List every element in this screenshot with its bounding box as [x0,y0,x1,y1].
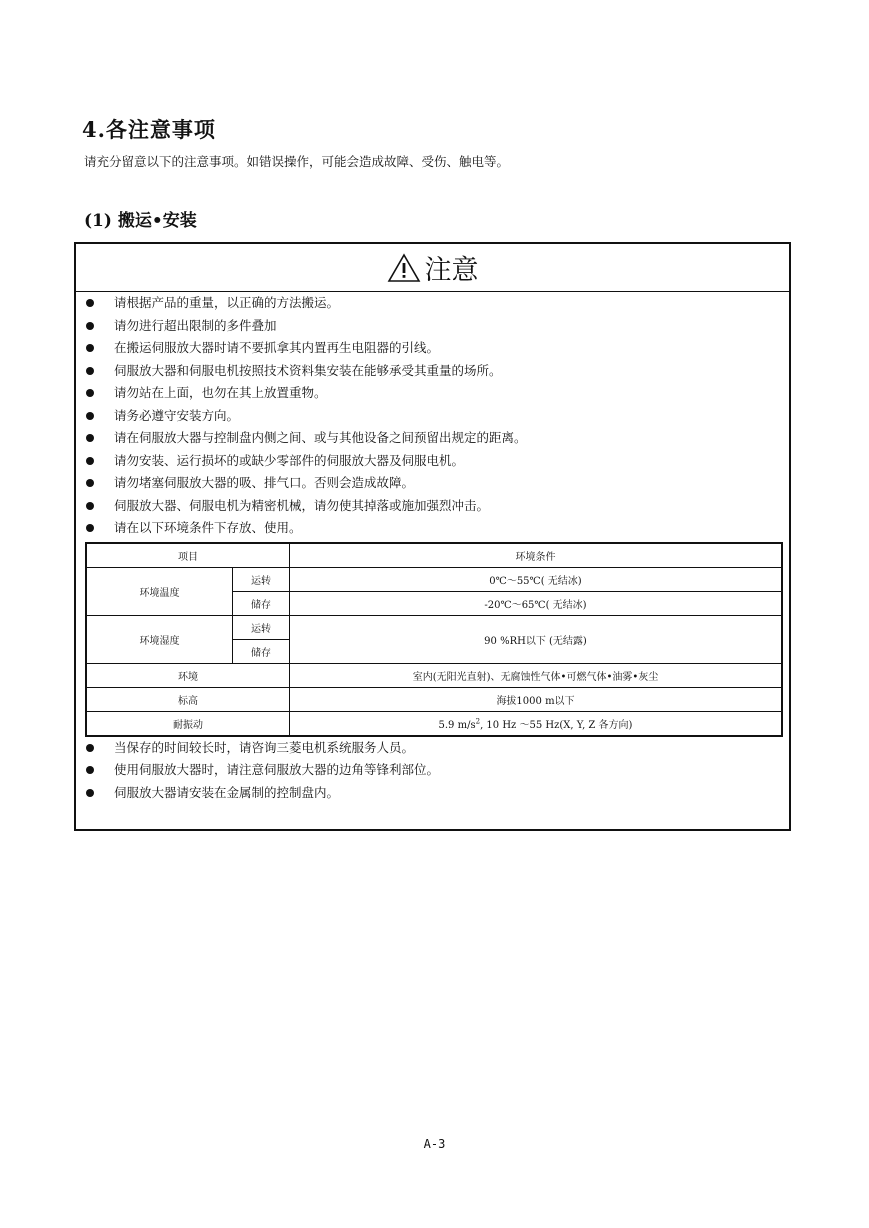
intro-text: 请充分留意以下的注意事项。如错误操作，可能会造成故障、受伤、触电等。 [84,154,510,169]
list-item: 当保存的时间较长时，请咨询三菱电机系统服务人员。 [76,737,789,760]
altitude-value: 海拔1000 m以下 [290,687,783,711]
humidity-value: 90 %RH以下 (无结露) [290,615,783,663]
list-item: 伺服放大器和伺服电机按照技术资料集安装在能够承受其重量的场所。 [76,360,789,383]
humidity-label: 环境湿度 [86,615,233,663]
list-item: 请勿安装、运行损坏的或缺少零部件的伺服放大器及伺服电机。 [76,450,789,473]
list-item: 请根据产品的重量，以正确的方法搬运。 [76,292,789,315]
table-row [86,687,782,711]
list-item: 使用伺服放大器时，请注意伺服放大器的边角等锋利部位。 [76,759,789,782]
vibration-value-b: , 10 Hz ～55 Hz(X, Y, Z 各方向) [480,719,633,731]
caution-header [76,244,789,292]
table-row [86,663,782,687]
vibration-superscript: 2 [475,717,481,726]
table-header-item: 项目 [86,543,290,568]
temp-label: 环境温度 [86,567,233,615]
list-item: 请勿站在上面，也勿在其上放置重物。 [76,382,789,405]
list-item: 伺服放大器请安装在金属制的控制盘内。 [76,782,789,805]
table-row [86,567,782,591]
caution-title: 注意 [424,255,479,286]
altitude-label: 标高 [86,687,290,711]
ambience-label: 环境 [86,663,290,687]
humidity-operation-label: 运转 [233,615,290,639]
list-item: 请在伺服放大器与控制盘内侧之间、或与其他设备之间预留出规定的距离。 [76,427,789,450]
vibration-value-a: 5.9 m/s [438,719,476,731]
table-header-condition: 环境条件 [290,543,783,568]
temp-storage-label: 储存 [233,591,290,615]
list-item: 请务必遵守安装方向。 [76,405,789,428]
temp-operation-label: 运转 [233,567,290,591]
page-number: A-3 [423,1137,446,1151]
vibration-value [290,711,783,736]
environment-table [85,542,783,737]
temp-operation-value: 0℃～55℃( 无结冰) [290,567,783,591]
warning-triangle-icon [387,253,421,283]
table-row [86,615,782,639]
list-item: 在搬运伺服放大器时请不要抓拿其内置再生电阻器的引线。 [76,337,789,360]
caution-list-top [76,292,789,540]
temp-storage-value: -20℃～65℃( 无结冰) [290,591,783,615]
list-item: 请勿堵塞伺服放大器的吸、排气口。否则会造成故障。 [76,472,789,495]
table-row [86,711,782,736]
ambience-value: 室内(无阳光直射)、无腐蚀性气体•可燃气体•油雾•灰尘 [290,663,783,687]
section-heading: 4.各注意事项 [82,117,216,142]
subheading: (1) 搬运•安装 [84,211,197,231]
caution-list-bottom [76,737,789,805]
table-row [86,543,782,568]
caution-box [74,242,791,831]
humidity-storage-label: 储存 [233,639,290,663]
vibration-label: 耐振动 [86,711,290,736]
list-item: 请勿进行超出限制的多件叠加 [76,315,789,338]
list-item: 请在以下环境条件下存放、使用。 [76,517,789,540]
list-item: 伺服放大器、伺服电机为精密机械，请勿使其掉落或施加强烈冲击。 [76,495,789,518]
